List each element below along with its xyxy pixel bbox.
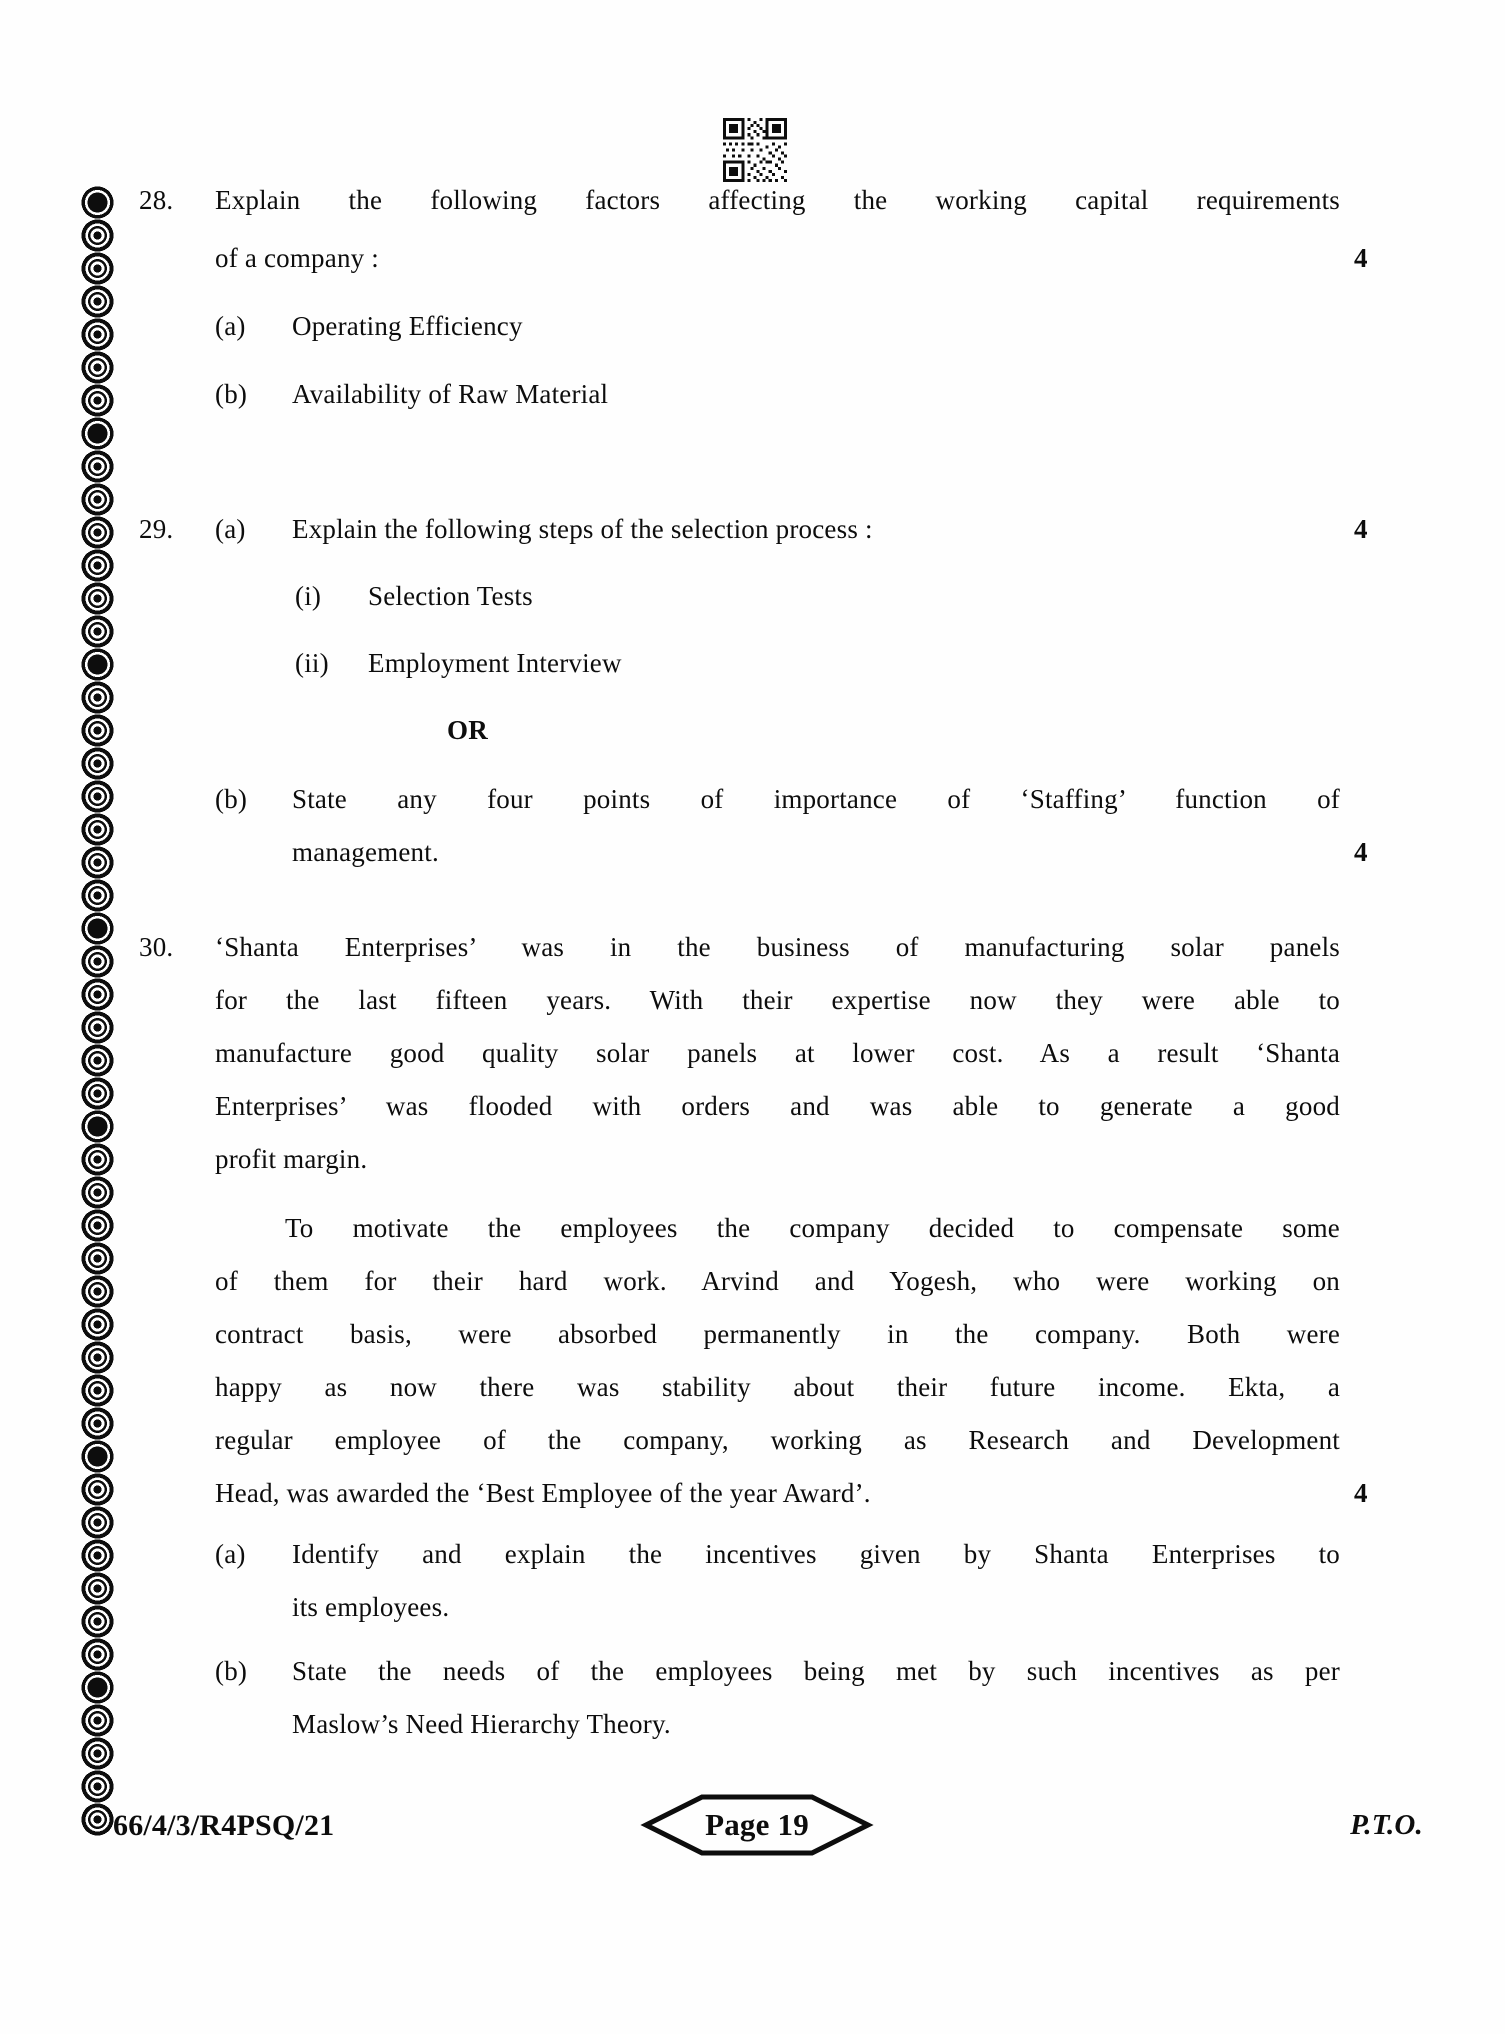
pto-label: P.T.O.	[1350, 1809, 1423, 1841]
question-text: contract basis, were absorbed permanently in the company. Both were	[215, 1319, 1340, 1349]
binding-ring-icon	[81, 1770, 114, 1803]
text-line	[215, 1080, 1340, 1133]
binding-ring-icon	[81, 714, 114, 747]
question-part	[215, 1528, 1340, 1634]
binding-ring-icon	[81, 1407, 114, 1440]
binding-ring-icon	[81, 1341, 114, 1374]
question-part	[215, 368, 1340, 421]
part-text: Identify and explain the incentives given by Shanta Enterprises to	[292, 1539, 1340, 1569]
binding-ring-icon	[81, 846, 114, 879]
binding-ring-icon	[81, 615, 114, 648]
part-label: (b)	[215, 379, 248, 409]
question-subpart	[292, 570, 1340, 623]
question-text: for the last fifteen years. With their expertise now they were able to	[215, 985, 1340, 1015]
binding-ring-icon	[81, 1440, 114, 1473]
binding-ring-icon	[81, 285, 114, 318]
question-part	[215, 300, 1340, 353]
part-text: State the needs of the employees being met by such incentives as per	[292, 1656, 1340, 1686]
text-line	[215, 1414, 1340, 1467]
question-text: manufacture good quality solar panels at lower cost. As a result ‘Shanta	[215, 1038, 1340, 1068]
part-label: (a)	[215, 1539, 246, 1569]
binding-ring-icon	[81, 1242, 114, 1275]
binding-ring-icon	[81, 1605, 114, 1638]
text-line	[215, 1027, 1340, 1080]
page-number-badge	[640, 1792, 874, 1858]
question-part	[215, 773, 1368, 879]
marks-value: 4	[1354, 514, 1368, 544]
question-text: Explain the following factors affecting the working capital requirements	[215, 185, 1340, 215]
part-text: Maslow’s Need Hierarchy Theory.	[292, 1709, 671, 1739]
part-content	[139, 503, 1368, 690]
binding-ring-icon	[81, 978, 114, 1011]
question-text: ‘Shanta Enterprises’ was in the business of manufacturing solar panels	[215, 932, 1340, 962]
text-line	[215, 1202, 1340, 1255]
question-28	[139, 174, 1368, 421]
question-text: of a company :	[215, 243, 379, 273]
binding-ring-icon	[81, 582, 114, 615]
text-line	[215, 1255, 1340, 1308]
text-line	[292, 1581, 1340, 1634]
binding-ring-icon	[81, 186, 114, 219]
binding-ring-icon	[81, 351, 114, 384]
question-text: Enterprises’ was flooded with orders and was able to generate a good	[215, 1091, 1340, 1121]
question-30	[139, 921, 1368, 1751]
part-label: (b)	[215, 784, 248, 814]
binding-ring-icon	[81, 1638, 114, 1671]
question-text: of them for their hard work. Arvind and Yogesh, who were working on	[215, 1266, 1340, 1296]
binding-ring-icon	[81, 252, 114, 285]
text-line	[292, 1645, 1340, 1698]
binding-ring-icon	[81, 1110, 114, 1143]
binding-ring-icon	[81, 1308, 114, 1341]
binding-ring-icon	[81, 648, 114, 681]
binding-ring-icon	[81, 780, 114, 813]
question-subpart	[292, 637, 1340, 690]
binding-ring-icon	[81, 1275, 114, 1308]
subpart-text: Employment Interview	[368, 648, 622, 678]
binding-ring-icon	[81, 549, 114, 582]
part-label: (a)	[215, 514, 246, 544]
part-content	[292, 1528, 1340, 1634]
part-label: (a)	[215, 311, 246, 341]
binding-ring-icon	[81, 318, 114, 351]
text-line	[292, 773, 1340, 826]
part-text: State any four points of importance of ‘Staffing’ function of	[292, 784, 1340, 814]
binding-ring-icon	[81, 879, 114, 912]
binding-ring-icon	[81, 1374, 114, 1407]
binding-ring-icon	[81, 1209, 114, 1242]
text-line	[139, 174, 1340, 227]
binding-ring-icon	[81, 1803, 114, 1836]
binding-ring-icon	[81, 747, 114, 780]
question-text: regular employee of the company, working as Research and Development	[215, 1425, 1340, 1455]
part-text: its employees.	[292, 1592, 450, 1622]
part-text: Operating Efficiency	[292, 311, 523, 341]
question-29	[139, 503, 1368, 879]
binding-ring-icon	[81, 483, 114, 516]
text-line	[292, 1698, 1340, 1751]
paper-code: 66/4/3/R4PSQ/21	[113, 1809, 335, 1842]
subpart-label: (i)	[295, 581, 322, 611]
question-number: 28.	[139, 185, 174, 215]
text-line	[215, 1308, 1340, 1361]
binding-ring-icon	[81, 912, 114, 945]
binding-ring-icon	[81, 219, 114, 252]
binding-ring-icon	[81, 1737, 114, 1770]
binding-ring-icon	[81, 681, 114, 714]
subpart-label: (ii)	[295, 648, 329, 678]
part-text: Availability of Raw Material	[292, 379, 609, 409]
text-line	[215, 1133, 1340, 1186]
questions-column	[139, 0, 1368, 1751]
binding-ring-icon	[81, 813, 114, 846]
text-line	[215, 1361, 1340, 1414]
part-label: (b)	[215, 1656, 248, 1686]
binding-ring-icon	[81, 1011, 114, 1044]
text-line	[292, 1528, 1340, 1581]
binding-ring-icon	[81, 1044, 114, 1077]
binding-ring-icon	[81, 450, 114, 483]
binding-ring-icon	[81, 384, 114, 417]
question-number: 29.	[139, 514, 174, 544]
spiral-binding-rings	[81, 186, 114, 1836]
marks-value: 4	[1354, 837, 1368, 867]
question-text: To motivate the employees the company decided to compensate some	[285, 1213, 1340, 1243]
question-part	[215, 1645, 1340, 1751]
binding-ring-icon	[81, 1671, 114, 1704]
binding-ring-icon	[81, 417, 114, 450]
binding-ring-icon	[81, 1539, 114, 1572]
binding-ring-icon	[81, 1572, 114, 1605]
binding-ring-icon	[81, 1473, 114, 1506]
text-line	[215, 974, 1340, 1027]
part-text: Explain the following steps of the selection process :	[292, 514, 873, 544]
text-line	[215, 232, 1368, 285]
binding-ring-icon	[81, 1176, 114, 1209]
question-text: profit margin.	[215, 1144, 368, 1174]
binding-ring-icon	[81, 945, 114, 978]
marks-value: 4	[1354, 1478, 1368, 1508]
page-number-label: Page 19	[705, 1807, 809, 1842]
part-content	[292, 773, 1368, 879]
subpart-text: Selection Tests	[368, 581, 533, 611]
binding-ring-icon	[81, 1506, 114, 1539]
binding-ring-icon	[81, 1077, 114, 1110]
marks-value: 4	[1354, 243, 1368, 273]
question-number: 30.	[139, 932, 174, 962]
binding-ring-icon	[81, 1143, 114, 1176]
part-text: management.	[292, 837, 439, 867]
question-text: happy as now there was stability about their future income. Ekta, a	[215, 1372, 1340, 1402]
binding-ring-icon	[81, 1704, 114, 1737]
part-content	[292, 1645, 1340, 1751]
binding-ring-icon	[81, 516, 114, 549]
text-line	[292, 826, 1368, 879]
or-separator: OR	[447, 715, 488, 745]
question-text: Head, was awarded the ‘Best Employee of the year Award’.	[215, 1478, 871, 1508]
question-part	[139, 503, 1368, 690]
text-line	[215, 1467, 1368, 1520]
text-line	[139, 921, 1340, 974]
text-line	[139, 503, 1368, 556]
